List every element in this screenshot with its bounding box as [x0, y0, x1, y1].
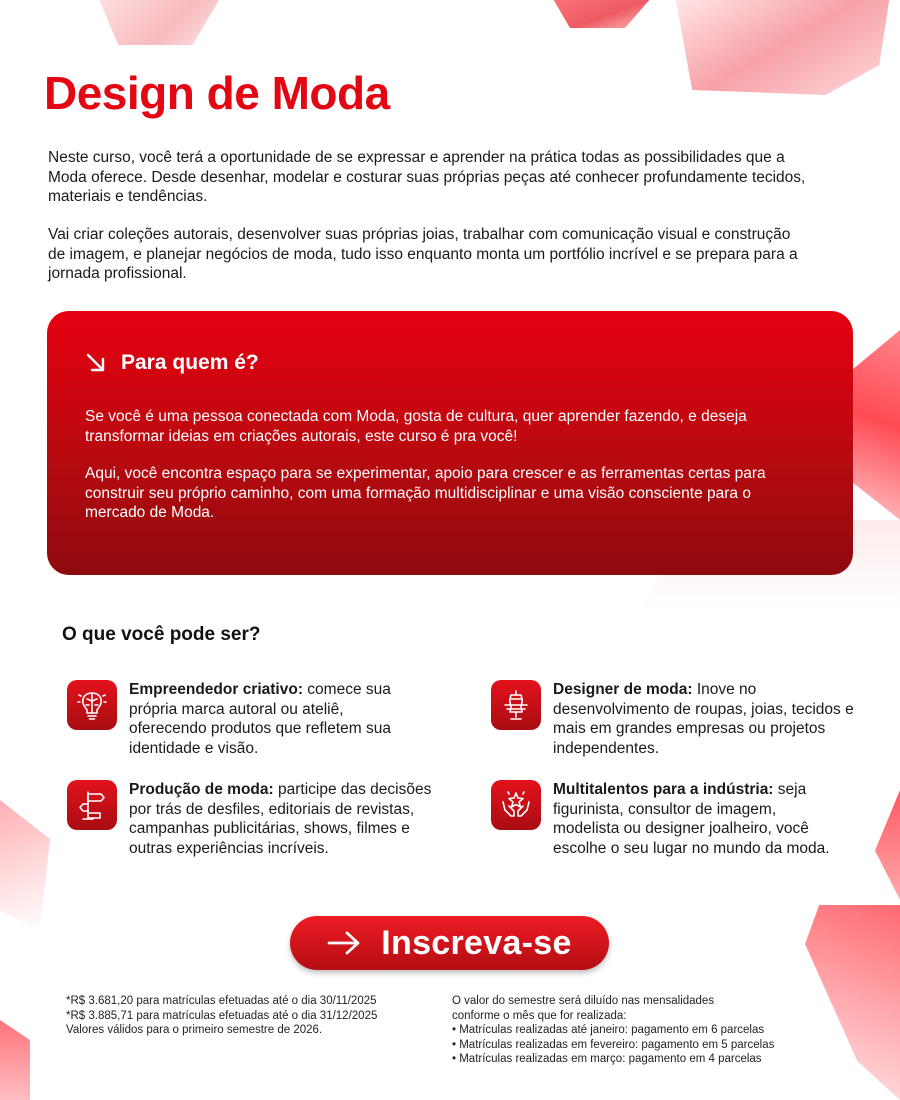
decorative-shape	[875, 790, 900, 900]
decorative-shape	[548, 0, 658, 28]
intro-paragraph: Neste curso, você terá a oportunidade de se expressar e aprender na prática todas as possibilidades que a Moda oferece. Desde desenhar, modelar e costurar suas próprias peças até conhecer profundamente tecidos, materiais e tendências.	[48, 149, 806, 205]
career-description: comece sua própria marca autoral ou ateliê, oferecendo produtos que refletem sua identidade e visão.	[129, 681, 391, 757]
career-item-producao	[67, 780, 447, 858]
careers-title: O que você pode ser?	[62, 624, 261, 645]
decorative-shape	[0, 800, 50, 930]
mannequin-icon	[491, 680, 541, 730]
career-description: participe das decisões por trás de desfiles, editoriais de revistas, campanhas publicitárias, shows, filmes e outras experiências incríveis.	[129, 781, 432, 857]
career-description: Inove no desenvolvimento de roupas, joias, tecidos e mais em grandes empresas ou projetos independentes.	[553, 681, 854, 757]
career-label: Designer de moda:	[553, 681, 693, 698]
career-item-designer	[491, 680, 861, 758]
arrow-down-right-icon	[85, 352, 107, 374]
footnote-line: conforme o mês que for realizada:	[452, 1009, 627, 1022]
career-item-empreendedor	[67, 680, 407, 758]
intro-paragraph: Vai criar coleções autorais, desenvolver suas próprias joias, trabalhar com comunicação visual e construção de imagem, e planejar negócios de moda, tudo isso enquanto monta um portfólio incrível e se prepara para a jornada profissional.	[48, 226, 798, 282]
footnote-line: O valor do semestre será diluído nas mensalidades	[452, 995, 715, 1007]
career-label: Produção de moda:	[129, 781, 274, 798]
career-item-multitalentos	[491, 780, 846, 858]
hands-star-icon	[491, 780, 541, 830]
footnote-line: Valores válidos para o primeiro semestre de 2026.	[66, 1024, 323, 1036]
price-footnote	[66, 994, 446, 1038]
brain-lightbulb-icon	[67, 680, 117, 730]
signpost-icon	[67, 780, 117, 830]
subscribe-button[interactable]	[290, 916, 609, 970]
audience-card-paragraph: Se você é uma pessoa conectada com Moda, gosta de cultura, quer aprender fazendo, e deseja transformar ideias em criações autorais, este curso é pra você!	[85, 408, 747, 445]
arrow-right-icon	[327, 931, 361, 955]
career-description: seja figurinista, consultor de imagem, modelista ou designer joalheiro, você escolhe o seu lugar no mundo da moda.	[553, 781, 830, 857]
footnote-line: *R$ 3.885,71 para matrículas efetuadas até o dia 31/12/2025	[66, 1009, 378, 1022]
payment-footnote	[452, 994, 852, 1067]
subscribe-button-label: Inscreva-se	[381, 923, 572, 962]
page-title: Design de Moda	[44, 67, 390, 119]
footnote-line: *R$ 3.681,20 para matrículas efetuadas até o dia 30/11/2025	[66, 995, 377, 1007]
career-label: Empreendedor criativo:	[129, 681, 303, 698]
audience-card-header	[85, 351, 259, 375]
career-label: Multitalentos para a indústria:	[553, 781, 774, 798]
audience-card-title: Para quem é?	[121, 351, 259, 374]
decorative-shape	[95, 0, 225, 45]
footnote-line: • Matrículas realizadas até janeiro: pagamento em 6 parcelas	[452, 1024, 765, 1036]
footnote-line: • Matrículas realizadas em fevereiro: pagamento em 5 parcelas	[452, 1038, 775, 1051]
decorative-shape	[675, 0, 890, 95]
decorative-shape	[0, 1020, 30, 1100]
audience-card	[47, 311, 853, 575]
footnote-line: • Matrículas realizadas em março: pagamento em 4 parcelas	[452, 1053, 762, 1065]
audience-card-paragraph: Aqui, você encontra espaço para se experimentar, apoio para crescer e as ferramentas certas para construir seu próprio caminho, com uma formação multidisciplinar e uma visão consciente para o mercado de Moda.	[85, 465, 766, 521]
